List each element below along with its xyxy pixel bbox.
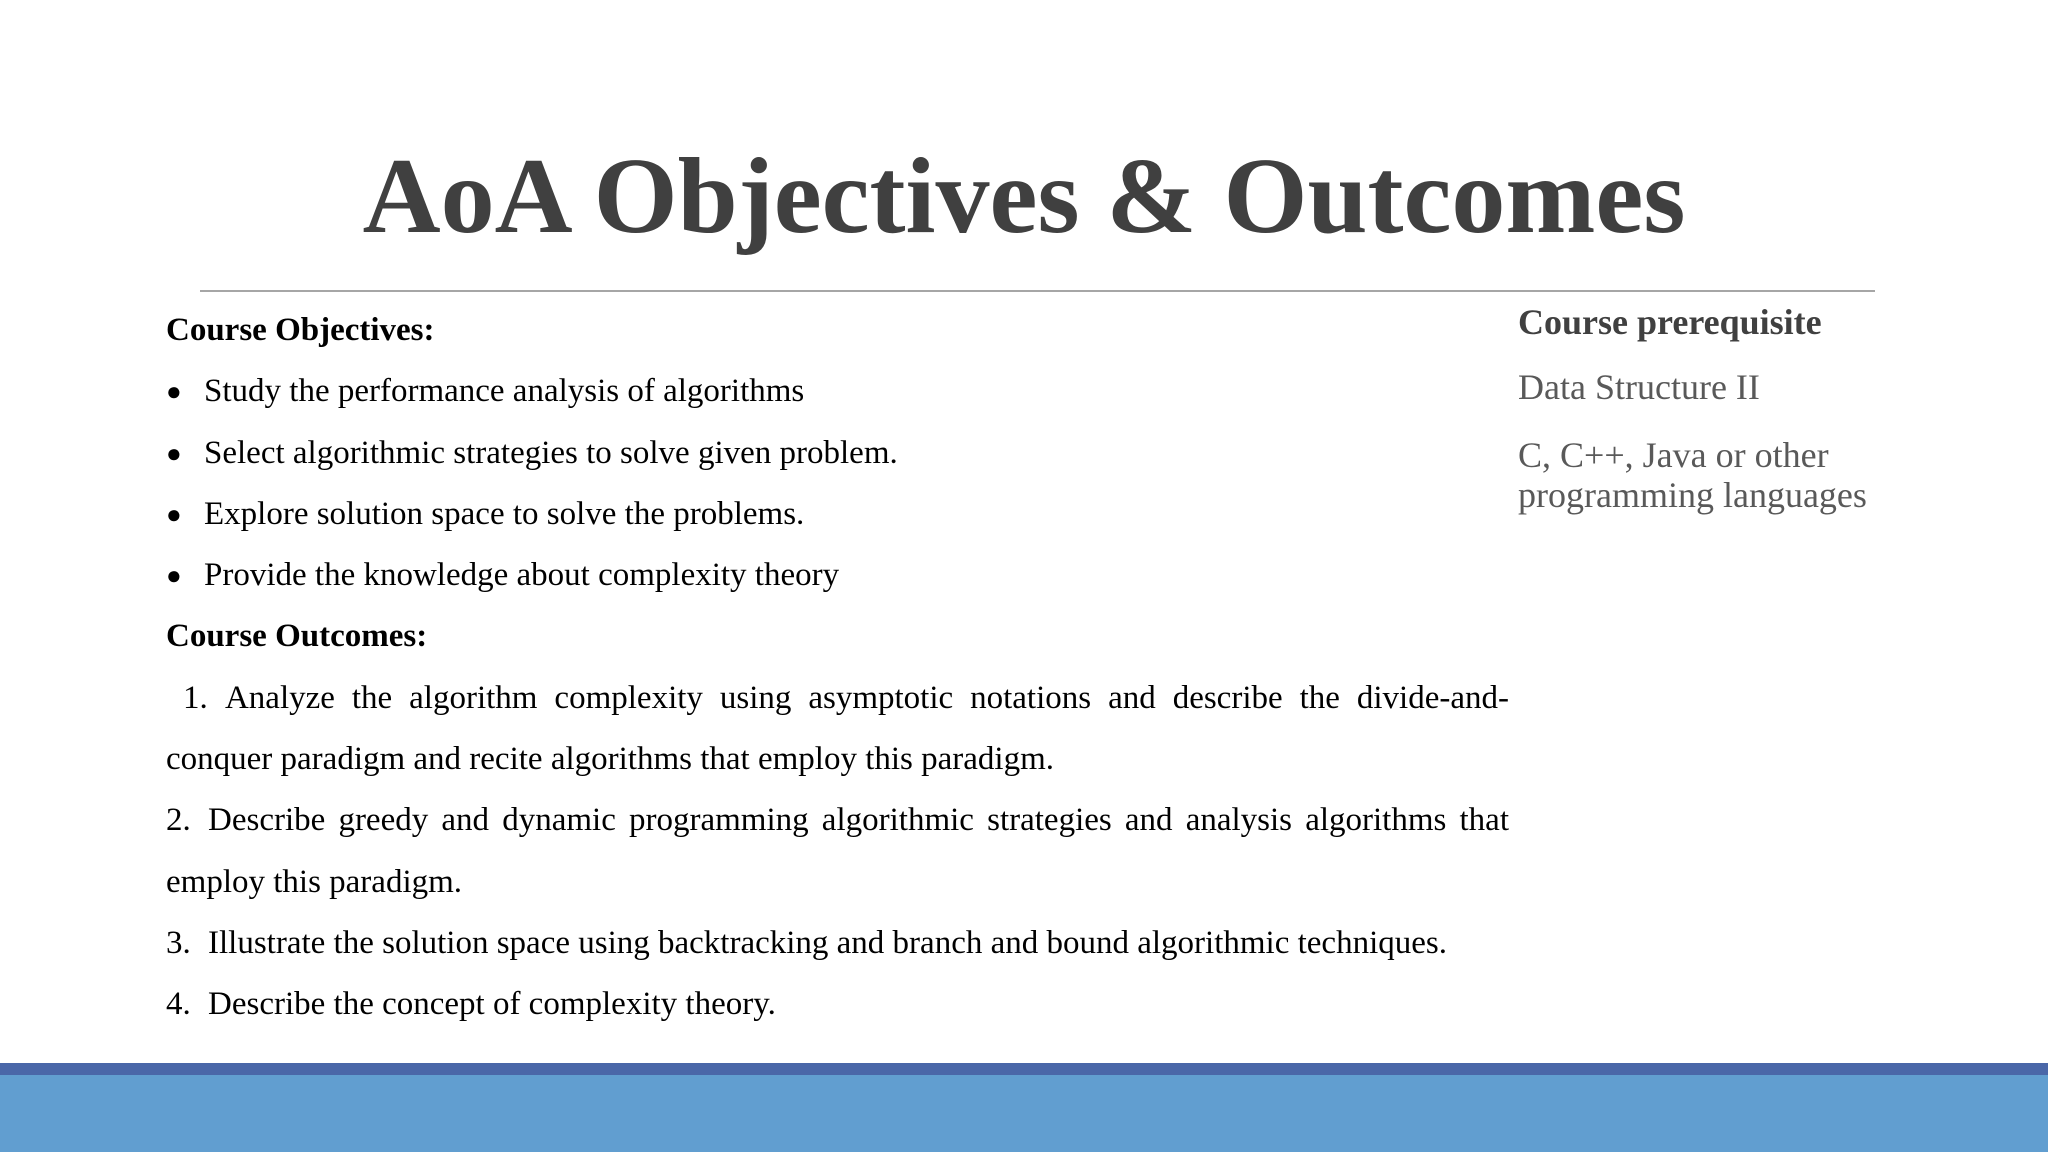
outcome-item-line bbox=[166, 974, 1509, 1035]
slide-title: AoA Objectives & Outcomes bbox=[362, 137, 1686, 256]
outcome-item-line bbox=[166, 790, 1509, 851]
outcome-item-line bbox=[166, 668, 1509, 729]
prerequisite-item: C, C++, Java or other programming languages bbox=[1518, 435, 1867, 515]
outcome-number: 4. bbox=[166, 986, 191, 1023]
prerequisite-panel bbox=[1518, 300, 1878, 543]
bullet-icon: ● bbox=[166, 561, 182, 591]
bullet-icon: ● bbox=[166, 377, 182, 407]
objective-text: Study the performance analysis of algorithms bbox=[204, 373, 805, 410]
outcome-number: 2. bbox=[166, 802, 191, 839]
objective-text: Select algorithmic strategies to solve given problem. bbox=[204, 434, 898, 471]
prerequisite-heading: Course prerequisite bbox=[1518, 302, 1822, 342]
outcome-text: Illustrate the solution space using backtracking and branch and bound algorithmic techniques. bbox=[208, 924, 1447, 961]
outcome-number: 3. bbox=[166, 924, 191, 961]
objective-item bbox=[166, 484, 1509, 545]
bullet-icon: ● bbox=[166, 438, 182, 468]
objectives-heading: Course Objectives: bbox=[166, 312, 435, 348]
objective-item bbox=[166, 361, 1509, 422]
bullet-icon: ● bbox=[166, 499, 182, 529]
main-content bbox=[166, 300, 1509, 1036]
footer-accent-line bbox=[0, 1063, 2048, 1075]
footer-band bbox=[0, 1075, 2048, 1152]
objective-item bbox=[166, 545, 1509, 606]
outcome-text: Analyze the algorithm complexity using asymptotic notations and describe the divide-and- bbox=[224, 679, 1509, 716]
outcome-item-continuation: conquer paradigm and recite algorithms that employ this paradigm. bbox=[166, 741, 1054, 778]
outcome-item-line bbox=[166, 913, 1509, 974]
prerequisite-item: Data Structure II bbox=[1518, 367, 1760, 407]
objective-item bbox=[166, 423, 1509, 484]
objective-text: Explore solution space to solve the problems. bbox=[204, 495, 805, 532]
title-divider bbox=[200, 290, 1875, 292]
outcome-text: Describe greedy and dynamic programming algorithmic strategies and analysis algorithms that bbox=[208, 802, 1509, 839]
outcomes-heading: Course Outcomes: bbox=[166, 618, 428, 655]
objective-text: Provide the knowledge about complexity theory bbox=[204, 557, 840, 594]
outcome-number: 1. bbox=[182, 679, 208, 716]
outcome-item-continuation: employ this paradigm. bbox=[166, 863, 463, 900]
outcome-text: Describe the concept of complexity theory. bbox=[208, 986, 776, 1023]
